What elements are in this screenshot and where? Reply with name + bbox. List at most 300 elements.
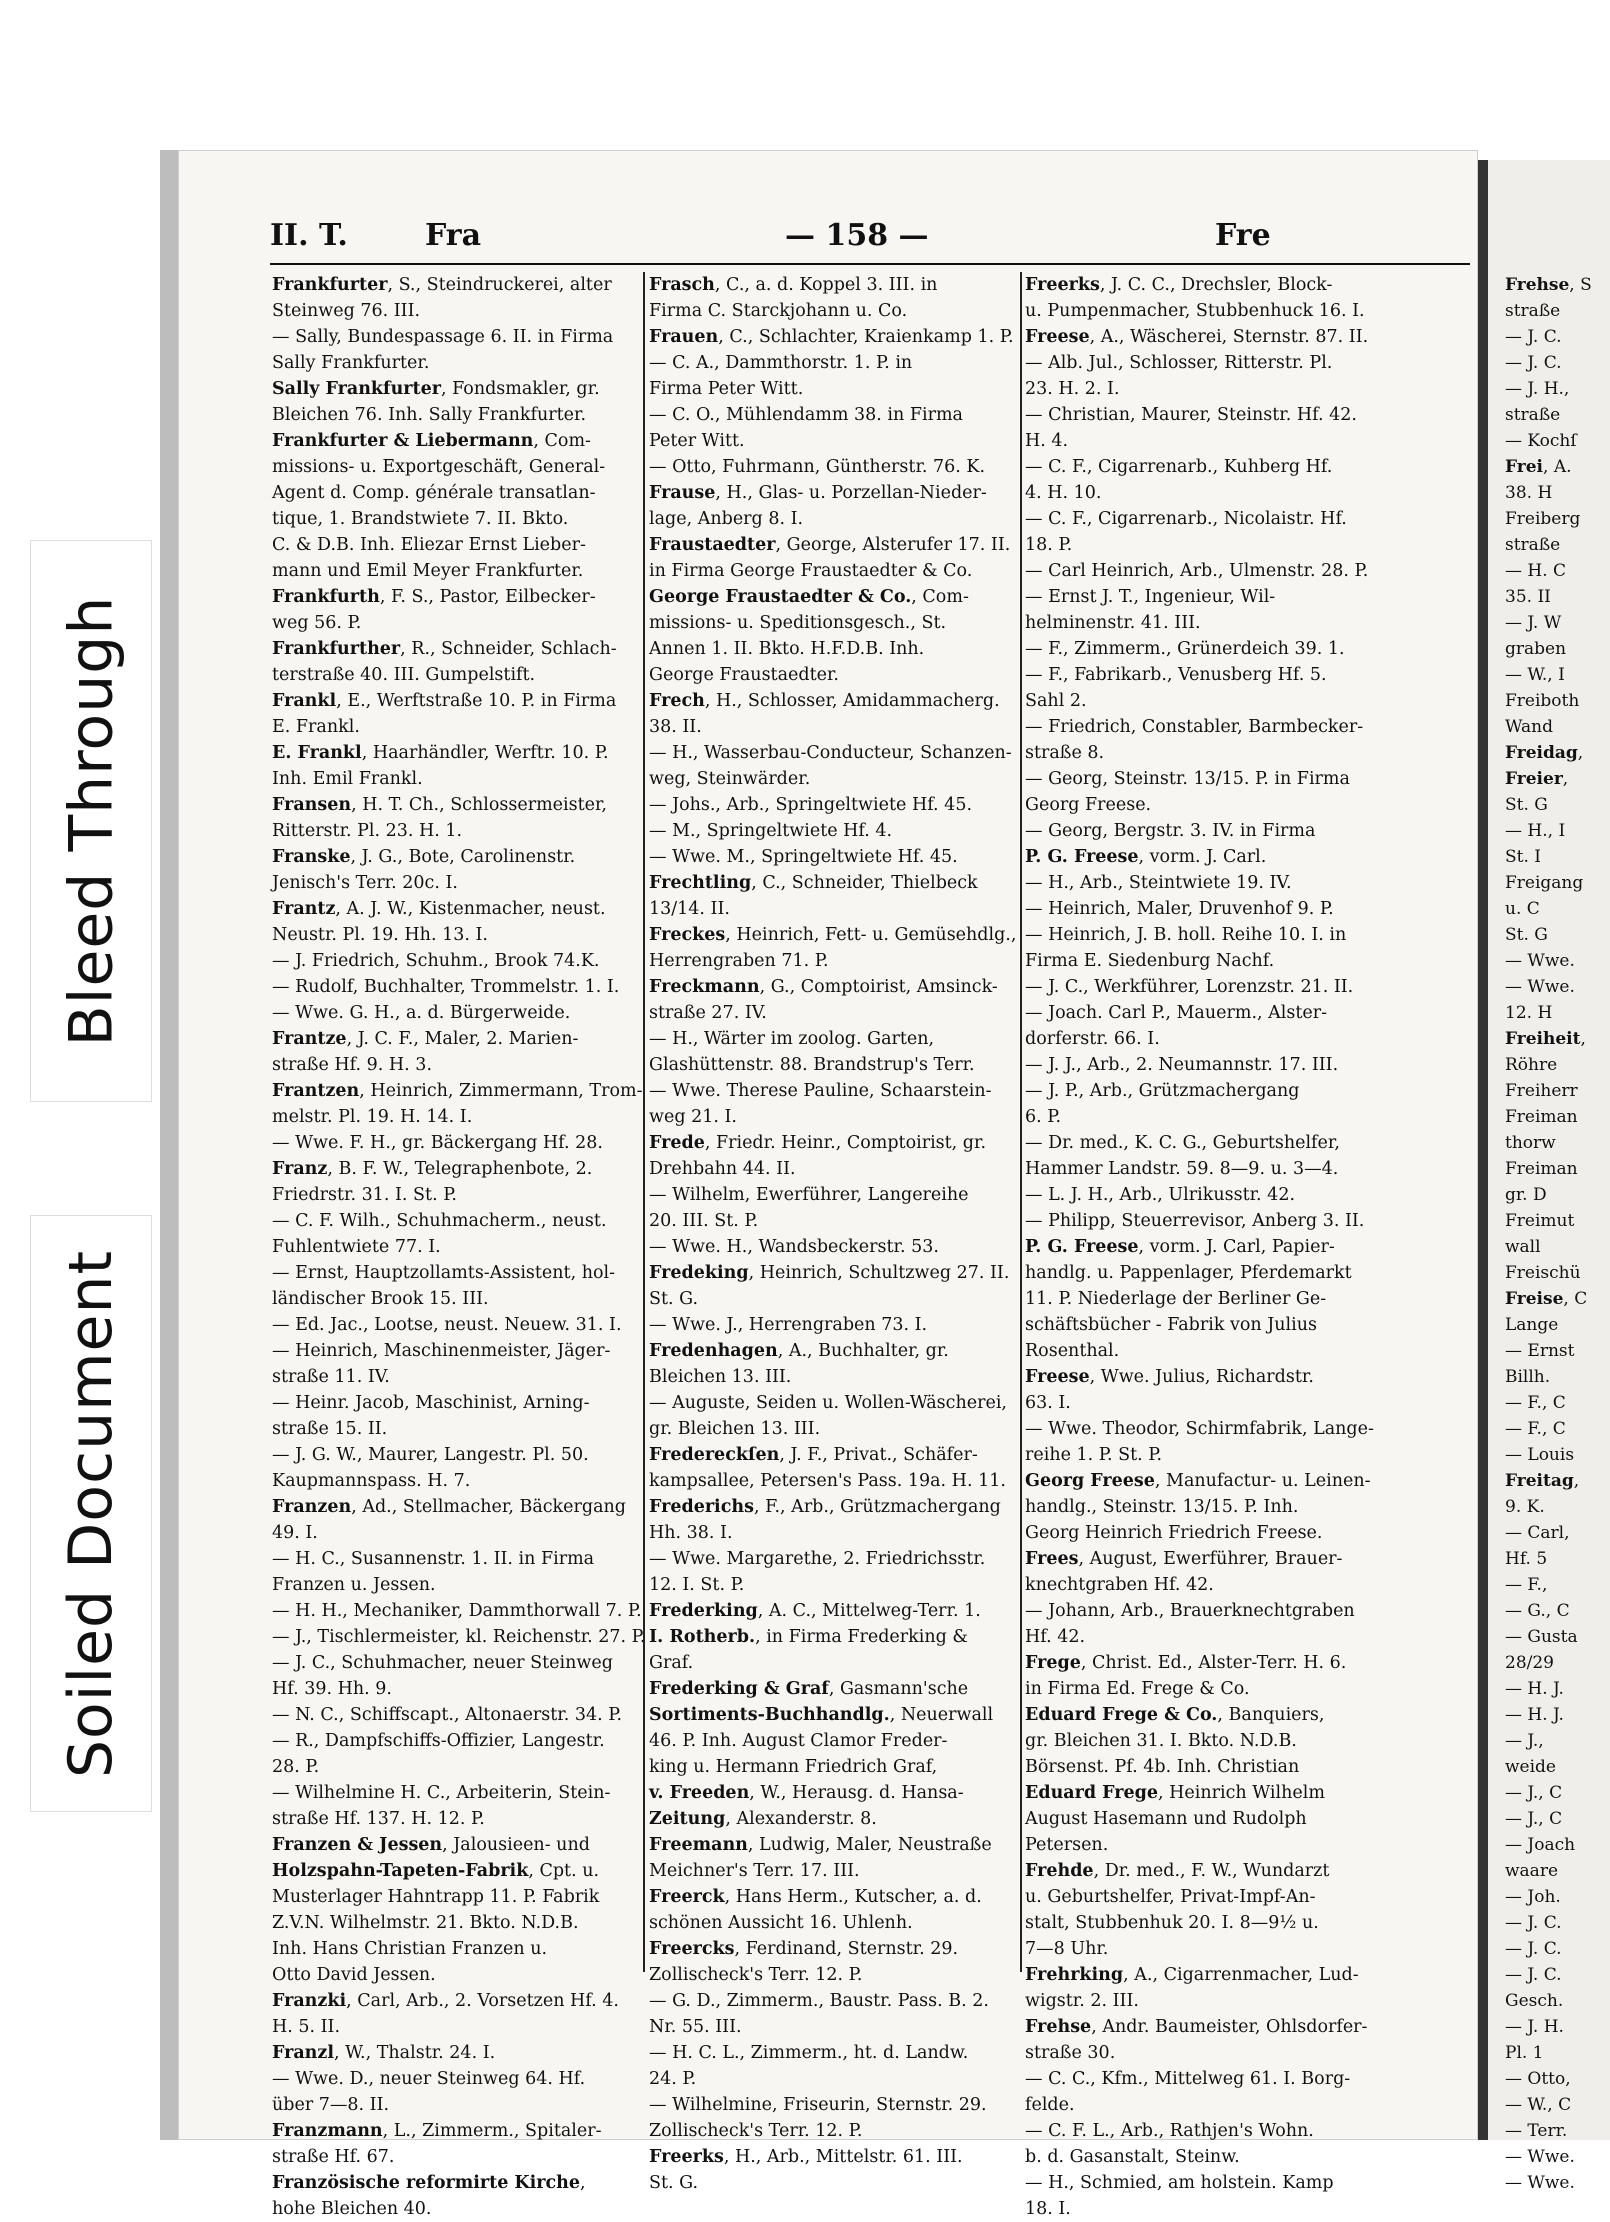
section-label: II. T. <box>270 218 348 253</box>
directory-line: — W., I <box>1505 665 1565 685</box>
page-number: — 158 — <box>785 218 929 253</box>
directory-line: E. Frankl, Haarhändler, Werftr. 10. P. <box>272 743 609 763</box>
directory-line: — Dr. med., K. C. G., Geburtshelfer, <box>1025 1133 1340 1153</box>
directory-line: in Firma Ed. Frege & Co. <box>1025 1679 1250 1699</box>
directory-line: Franzki, Carl, Arb., 2. Vorsetzen Hf. 4. <box>272 1991 619 2011</box>
directory-line: — Wwe. Theodor, Schirmfabrik, Lange- <box>1025 1419 1374 1439</box>
column-divider-2 <box>1020 272 1022 1972</box>
directory-column-2 <box>649 272 1017 2193</box>
directory-line: Freckes, Heinrich, Fett- u. Gemüsehdlg., <box>649 925 1017 945</box>
directory-line: v. Freeden, W., Herausg. d. Hansa- <box>649 1783 964 1803</box>
directory-line: — F., C <box>1505 1393 1566 1413</box>
directory-line: — H., I <box>1505 821 1566 841</box>
directory-line: Frankfurter, S., Steindruckerei, alter <box>272 275 612 295</box>
directory-line: Freischü <box>1505 1263 1581 1283</box>
directory-line: Sally Frankfurter. <box>272 353 430 373</box>
directory-line: felde. <box>1025 2095 1075 2115</box>
directory-line: — Carl, <box>1505 1523 1570 1543</box>
directory-line: Sortiments-Buchhandlg., Neuerwall <box>649 1705 994 1725</box>
directory-line: ländischer Brook 15. III. <box>272 1289 489 1309</box>
directory-line: — Johs., Arb., Springeltwiete Hf. 45. <box>649 795 973 815</box>
directory-line: Franzl, W., Thalstr. 24. I. <box>272 2043 496 2063</box>
directory-line: straße Hf. 9. H. 3. <box>272 1055 433 1075</box>
directory-line: Firma C. Starckjohann u. Co. <box>649 301 908 321</box>
directory-line: Frause, H., Glas- u. Porzellan-Nieder- <box>649 483 987 503</box>
directory-line: — F., <box>1505 1575 1548 1595</box>
directory-line: Glashüttenstr. 88. Brandstrup's Terr. <box>649 1055 975 1075</box>
directory-line: stalt, Stubbenhuk 20. I. 8—9½ u. <box>1025 1913 1319 1933</box>
directory-line: August Hasemann und Rudolph <box>1025 1809 1307 1829</box>
directory-line: — H., Arb., Steintwiete 19. IV. <box>1025 873 1292 893</box>
header-left-word: Fra <box>425 218 482 253</box>
directory-line: tique, 1. Brandstwiete 7. II. Bkto. <box>272 509 569 529</box>
directory-line: — J. C. <box>1505 353 1562 373</box>
directory-line: Frehse, Andr. Baumeister, Ohlsdorfer- <box>1025 2017 1368 2037</box>
directory-line: — Ed. Jac., Lootse, neust. Neuew. 31. I. <box>272 1315 622 1335</box>
directory-line: Georg Freese. <box>1025 795 1152 815</box>
directory-line: Frankfurth, F. S., Pastor, Eilbecker- <box>272 587 596 607</box>
directory-line: Fredeking, Heinrich, Schultzweg 27. II. <box>649 1263 1010 1283</box>
directory-line: Firma Peter Witt. <box>649 379 804 399</box>
directory-line: 4. H. 10. <box>1025 483 1102 503</box>
directory-line: Zollischeck's Terr. 12. P. <box>649 1965 863 1985</box>
column-divider-1 <box>643 272 645 1972</box>
directory-line: Kaupmannspass. H. 7. <box>272 1471 471 1491</box>
directory-line: — J. J., Arb., 2. Neumannstr. 17. III. <box>1025 1055 1339 1075</box>
directory-line: — Joh. <box>1505 1887 1561 1907</box>
directory-line: — C. F., Cigarrenarb., Nicolaistr. Hf. <box>1025 509 1347 529</box>
directory-line: Frege, Christ. Ed., Alster-Terr. H. 6. <box>1025 1653 1347 1673</box>
directory-line: — C. O., Mühlendamm 38. in Firma <box>649 405 963 425</box>
directory-line: Fraustaedter, George, Alsterufer 17. II. <box>649 535 1011 555</box>
directory-line: Zeitung, Alexanderstr. 8. <box>649 1809 877 1829</box>
directory-line: weg, Steinwärder. <box>649 769 811 789</box>
directory-line: Hf. 5 <box>1505 1549 1548 1569</box>
directory-line: straße 30. <box>1025 2043 1116 2063</box>
directory-line: Bleichen 76. Inh. Sally Frankfurter. <box>272 405 587 425</box>
directory-line: Inh. Hans Christian Franzen u. <box>272 1939 548 1959</box>
directory-line: Freise, C <box>1505 1289 1588 1309</box>
directory-line: — H., Wärter im zoolog. Garten, <box>649 1029 935 1049</box>
directory-line: St. G <box>1505 795 1548 815</box>
bleed-through-label <box>30 540 152 1102</box>
soiled-document-text: Soiled Document <box>56 1249 127 1778</box>
directory-line: schönen Aussicht 16. Uhlenh. <box>649 1913 913 1933</box>
directory-line: Z.V.N. Wilhelmstr. 21. Bkto. N.D.B. <box>272 1913 579 1933</box>
directory-line: hohe Bleichen 40. <box>272 2199 432 2219</box>
directory-line: — J. C., Werkführer, Lorenzstr. 21. II. <box>1025 977 1354 997</box>
directory-line: Frankfurther, R., Schneider, Schlach- <box>272 639 617 659</box>
directory-line: terstraße 40. III. Gumpelstift. <box>272 665 536 685</box>
directory-line: Drehbahn 44. II. <box>649 1159 796 1179</box>
directory-line: — Wwe. F. H., gr. Bäckergang Hf. 28. <box>272 1133 603 1153</box>
directory-line: George Fraustaedter. <box>649 665 839 685</box>
directory-line: Freiberg <box>1505 509 1581 529</box>
directory-line: Otto David Jessen. <box>272 1965 436 1985</box>
directory-line: — Wwe. <box>1505 951 1575 971</box>
directory-line: Musterlager Hahntrapp 11. P. Fabrik <box>272 1887 600 1907</box>
directory-line: Franzen & Jessen, Jalousieen- und <box>272 1835 590 1855</box>
directory-line: straße Hf. 67. <box>272 2147 395 2167</box>
directory-line: helminenstr. 41. III. <box>1025 613 1201 633</box>
directory-line: Franz, B. F. W., Telegraphenbote, 2. <box>272 1159 593 1179</box>
directory-line: — J. C. <box>1505 1939 1562 1959</box>
directory-line: u. Geburtshelfer, Privat-Impf-An- <box>1025 1887 1316 1907</box>
directory-line: — Wwe. M., Springeltwiete Hf. 45. <box>649 847 958 867</box>
directory-line: 63. I. <box>1025 1393 1071 1413</box>
directory-line: Pl. 1 <box>1505 2043 1544 2063</box>
directory-line: — H. C <box>1505 561 1567 581</box>
directory-line: — Wilhelmine, Friseurin, Sternstr. 29. <box>649 2095 987 2115</box>
directory-line: Freiheit, <box>1505 1029 1586 1049</box>
directory-line: Agent d. Comp. générale transatlan- <box>272 483 596 503</box>
directory-line: Hammer Landstr. 59. 8—9. u. 3—4. <box>1025 1159 1339 1179</box>
page-header <box>270 218 1470 258</box>
directory-line: — C. A., Dammthorstr. 1. P. in <box>649 353 913 373</box>
directory-line: — H. H., Mechaniker, Dammthorwall 7. P. <box>272 1601 642 1621</box>
directory-line: gr. D <box>1505 1185 1547 1205</box>
directory-line: lage, Anberg 8. I. <box>649 509 804 529</box>
directory-line: — Wilhelm, Ewerführer, Langereihe <box>649 1185 969 1205</box>
directory-line: — C. F. L., Arb., Rathjen's Wohn. <box>1025 2121 1314 2141</box>
directory-line: E. Frankl. <box>272 717 360 737</box>
directory-line: St. I <box>1505 847 1542 867</box>
directory-line: St. G <box>1505 925 1548 945</box>
directory-line: Holzspahn-Tapeten-Fabrik, Cpt. u. <box>272 1861 600 1881</box>
directory-line: Eduard Frege & Co., Banquiers, <box>1025 1705 1325 1725</box>
directory-line: — J. H. <box>1505 2017 1564 2037</box>
directory-line: u. C <box>1505 899 1540 919</box>
directory-line: — R., Dampfschiffs-Offizier, Langestr. <box>272 1731 605 1751</box>
directory-line: Freimut <box>1505 1211 1575 1231</box>
directory-line: — L. J. H., Arb., Ulrikusstr. 42. <box>1025 1185 1296 1205</box>
directory-line: Frehse, S <box>1505 275 1592 295</box>
directory-line: 6. P. <box>1025 1107 1062 1127</box>
header-rule <box>270 263 1470 265</box>
directory-line: Freiboth <box>1505 691 1580 711</box>
directory-line: C. & D.B. Inh. Eliezar Ernst Lieber- <box>272 535 586 555</box>
directory-line: Franzen u. Jessen. <box>272 1575 436 1595</box>
directory-line: — Heinrich, Maschinenmeister, Jäger- <box>272 1341 611 1361</box>
directory-line: Frederichs, F., Arb., Grützmachergang <box>649 1497 1001 1517</box>
directory-line: Graf. <box>649 1653 694 1673</box>
directory-line: Freercks, Ferdinand, Sternstr. 29. <box>649 1939 959 1959</box>
directory-line: — Wwe. Margarethe, 2. Friedrichsstr. <box>649 1549 986 1569</box>
directory-line: — Wwe. <box>1505 977 1575 997</box>
directory-line: George Fraustaedter & Co., Com- <box>649 587 969 607</box>
directory-line: Röhre <box>1505 1055 1558 1075</box>
directory-line: — Heinr. Jacob, Maschinist, Arning- <box>272 1393 590 1413</box>
directory-line: — Wwe. <box>1505 2173 1575 2193</box>
directory-column-1 <box>272 272 646 2219</box>
directory-line: mann und Emil Meyer Frankfurter. <box>272 561 584 581</box>
directory-line: Frantz, A. J. W., Kistenmacher, neust. <box>272 899 606 919</box>
directory-line: — G., C <box>1505 1601 1570 1621</box>
directory-line: melstr. Pl. 19. H. 14. I. <box>272 1107 473 1127</box>
directory-line: — Otto, <box>1505 2069 1571 2089</box>
directory-line: straße 11. IV. <box>272 1367 390 1387</box>
directory-line: — Wwe. J., Herrengraben 73. I. <box>649 1315 928 1335</box>
directory-line: Frede, Friedr. Heinr., Comptoirist, gr. <box>649 1133 987 1153</box>
directory-line: straße 8. <box>1025 743 1105 763</box>
directory-line: Ritterstr. Pl. 23. H. 1. <box>272 821 463 841</box>
directory-line: — J. C. <box>1505 1965 1562 1985</box>
directory-line: Georg Heinrich Friedrich Freese. <box>1025 1523 1323 1543</box>
directory-line: — Wwe. G. H., a. d. Bürgerweide. <box>272 1003 571 1023</box>
directory-line: — Ernst <box>1505 1341 1575 1361</box>
directory-line: P. G. Freese, vorm. J. Carl. <box>1025 847 1267 867</box>
directory-line: Freese, Wwe. Julius, Richardstr. <box>1025 1367 1314 1387</box>
directory-line: — Joach <box>1505 1835 1576 1855</box>
directory-line: 49. I. <box>272 1523 318 1543</box>
directory-line: Freitag, <box>1505 1471 1580 1491</box>
directory-line: schäftsbücher - Fabrik von Julius <box>1025 1315 1317 1335</box>
directory-line: — Louis <box>1505 1445 1575 1465</box>
directory-line: 12. H <box>1505 1003 1553 1023</box>
directory-line: straße Hf. 137. H. 12. P. <box>272 1809 485 1829</box>
directory-line: handlg., Steinstr. 13/15. P. Inh. <box>1025 1497 1299 1517</box>
directory-line: — Ernst, Hauptzollamts-Assistent, hol- <box>272 1263 616 1283</box>
directory-line: missions- u. Speditionsgesch., St. <box>649 613 947 633</box>
directory-line: — Christian, Maurer, Steinstr. Hf. 42. <box>1025 405 1357 425</box>
directory-line: Frechtling, C., Schneider, Thielbeck <box>649 873 978 893</box>
directory-line: gr. Bleichen 13. III. <box>649 1419 821 1439</box>
directory-line: 24. P. <box>649 2069 697 2089</box>
directory-line: Firma E. Siedenburg Nachf. <box>1025 951 1275 971</box>
directory-line: — Joach. Carl P., Mauerm., Alster- <box>1025 1003 1328 1023</box>
directory-line: Nr. 55. III. <box>649 2017 742 2037</box>
directory-line: Sally Frankfurter, Fondsmakler, gr. <box>272 379 600 399</box>
directory-line: Gesch. <box>1505 1991 1564 2011</box>
directory-line: missions- u. Exportgeschäft, General- <box>272 457 606 477</box>
directory-line: — J., C <box>1505 1783 1563 1803</box>
header-right-word: Fre <box>1215 218 1271 253</box>
directory-line: Frech, H., Schlosser, Amidammacherg. <box>649 691 1000 711</box>
directory-line: — Friedrich, Constabler, Barmbecker- <box>1025 717 1364 737</box>
directory-line: Friedrstr. 31. I. St. P. <box>272 1185 457 1205</box>
directory-line: Freerck, Hans Herm., Kutscher, a. d. <box>649 1887 982 1907</box>
directory-line: Frantzen, Heinrich, Zimmermann, Trom- <box>272 1081 643 1101</box>
directory-line: 23. H. 2. I. <box>1025 379 1120 399</box>
directory-line: — Wwe. <box>1505 2147 1575 2167</box>
directory-line: Frehrking, A., Cigarrenmacher, Lud- <box>1025 1965 1359 1985</box>
directory-line: 13/14. II. <box>649 899 730 919</box>
directory-line: — J. G. W., Maurer, Langestr. Pl. 50. <box>272 1445 589 1465</box>
directory-line: — Georg, Steinstr. 13/15. P. in Firma <box>1025 769 1350 789</box>
directory-line: 12. I. St. P. <box>649 1575 745 1595</box>
directory-line: 46. P. Inh. August Clamor Freder- <box>649 1731 948 1751</box>
directory-line: 20. III. St. P. <box>649 1211 759 1231</box>
directory-line: — J., <box>1505 1731 1544 1751</box>
directory-line: H. 5. II. <box>272 2017 341 2037</box>
directory-line: — Georg, Bergstr. 3. IV. in Firma <box>1025 821 1316 841</box>
directory-line: — Heinrich, J. B. holl. Reihe 10. I. in <box>1025 925 1347 945</box>
directory-line: — Auguste, Seiden u. Wollen-Wäscherei, <box>649 1393 1007 1413</box>
directory-line: waare <box>1505 1861 1559 1881</box>
directory-line: — J. C. <box>1505 327 1562 347</box>
directory-line: Franzen, Ad., Stellmacher, Bäckergang <box>272 1497 626 1517</box>
directory-line: Annen 1. II. Bkto. H.F.D.B. Inh. <box>649 639 925 659</box>
directory-line: Hf. 42. <box>1025 1627 1086 1647</box>
directory-line: Wand <box>1505 717 1553 737</box>
directory-line: weg 56. P. <box>272 613 362 633</box>
directory-line: Frantze, J. C. F., Maler, 2. Marien- <box>272 1029 579 1049</box>
soiled-document-label <box>30 1215 152 1812</box>
directory-line: Börsenst. Pf. 4b. Inh. Christian <box>1025 1757 1300 1777</box>
directory-line: — Alb. Jul., Schlosser, Ritterstr. Pl. <box>1025 353 1333 373</box>
directory-line: u. Pumpenmacher, Stubbenhuck 16. I. <box>1025 301 1365 321</box>
directory-line: — H. C., Susannenstr. 1. II. in Firma <box>272 1549 595 1569</box>
directory-line: — Philipp, Steuerrevisor, Anberg 3. II. <box>1025 1211 1365 1231</box>
directory-line: gr. Bleichen 31. I. Bkto. N.D.B. <box>1025 1731 1297 1751</box>
directory-line: Französische reformirte Kirche, <box>272 2173 586 2193</box>
directory-column-4-partial <box>1505 272 1600 2193</box>
directory-line: — J., C <box>1505 1809 1563 1829</box>
directory-column-3 <box>1025 272 1393 2219</box>
directory-line: Jenisch's Terr. 20c. I. <box>272 873 458 893</box>
directory-line: weide <box>1505 1757 1556 1777</box>
directory-line: kampsallee, Petersen's Pass. 19a. H. 11. <box>649 1471 1006 1491</box>
directory-line: Eduard Frege, Heinrich Wilhelm <box>1025 1783 1325 1803</box>
directory-line: — J. C., Schuhmacher, neuer Steinweg <box>272 1653 613 1673</box>
directory-line: Frei, A. <box>1505 457 1572 477</box>
directory-line: Steinweg 76. III. <box>272 301 421 321</box>
directory-line: — C. F., Cigarrenarb., Kuhberg Hf. <box>1025 457 1333 477</box>
directory-line: Lange <box>1505 1315 1559 1335</box>
directory-line: in Firma George Fraustaedter & Co. <box>649 561 973 581</box>
directory-line: St. G. <box>649 2173 699 2193</box>
directory-line: — C. F. Wilh., Schuhmacherm., neust. <box>272 1211 607 1231</box>
directory-line: Petersen. <box>1025 1835 1109 1855</box>
directory-line: — Ernst J. T., Ingenieur, Wil- <box>1025 587 1276 607</box>
directory-line: — Sally, Bundespassage 6. II. in Firma <box>272 327 614 347</box>
directory-line: 28. P. <box>272 1757 320 1777</box>
directory-line: — J. Friedrich, Schuhm., Brook 74.K. <box>272 951 600 971</box>
directory-line: über 7—8. II. <box>272 2095 390 2115</box>
directory-line: Franzmann, L., Zimmerm., Spitaler- <box>272 2121 602 2141</box>
directory-line: — Wwe. D., neuer Steinweg 64. Hf. <box>272 2069 586 2089</box>
directory-line: Freiman <box>1505 1159 1578 1179</box>
directory-line: H. 4. <box>1025 431 1069 451</box>
directory-line: Inh. Emil Frankl. <box>272 769 423 789</box>
directory-line: b. d. Gasanstalt, Steinw. <box>1025 2147 1240 2167</box>
directory-line: reihe 1. P. St. P. <box>1025 1445 1163 1465</box>
directory-line: Fransen, H. T. Ch., Schlossermeister, <box>272 795 607 815</box>
directory-line: — H. C. L., Zimmerm., ht. d. Landw. <box>649 2043 969 2063</box>
directory-line: Freckmann, G., Comptoirist, Amsinck- <box>649 977 998 997</box>
directory-line: — G. D., Zimmerm., Baustr. Pass. B. 2. <box>649 1991 989 2011</box>
directory-line: Peter Witt. <box>649 431 745 451</box>
directory-line: — J., Tischlermeister, kl. Reichenstr. 27. P. <box>272 1627 646 1647</box>
directory-line: wigstr. 2. III. <box>1025 1991 1139 2011</box>
directory-line: Hf. 39. Hh. 9. <box>272 1679 392 1699</box>
directory-line: — Heinrich, Maler, Druvenhof 9. P. <box>1025 899 1334 919</box>
directory-line: Fredereckſen, J. F., Privat., Schäfer- <box>649 1445 978 1465</box>
directory-line: — N. C., Schiffscapt., Altonaerstr. 34. P. <box>272 1705 623 1725</box>
directory-line: — J. H., <box>1505 379 1570 399</box>
directory-line: I. Rotherb., in Firma Frederking & <box>649 1627 968 1647</box>
directory-line: Hh. 38. I. <box>649 1523 733 1543</box>
directory-line: — M., Springeltwiete Hf. 4. <box>649 821 893 841</box>
directory-line: 38. II. <box>649 717 702 737</box>
directory-line: — Gusta <box>1505 1627 1578 1647</box>
directory-line: Fuhlentwiete 77. I. <box>272 1237 441 1257</box>
directory-line: 9. K. <box>1505 1497 1545 1517</box>
directory-line: — Rudolf, Buchhalter, Trommelstr. 1. I. <box>272 977 620 997</box>
directory-line: 38. H <box>1505 483 1553 503</box>
directory-line: Freese, A., Wäscherei, Sternstr. 87. II. <box>1025 327 1369 347</box>
directory-line: Meichner's Terr. 17. III. <box>649 1861 860 1881</box>
directory-line: dorferstr. 66. I. <box>1025 1029 1160 1049</box>
directory-line: — J. W <box>1505 613 1562 633</box>
directory-line: Frankfurter & Liebermann, Com- <box>272 431 591 451</box>
directory-line: Sahl 2. <box>1025 691 1087 711</box>
directory-line: Fredenhagen, A., Buchhalter, gr. <box>649 1341 949 1361</box>
directory-line: — Otto, Fuhrmann, Güntherstr. 76. K. <box>649 457 986 477</box>
directory-line: Frehde, Dr. med., F. W., Wundarzt <box>1025 1861 1330 1881</box>
directory-line: Frasch, C., a. d. Koppel 3. III. in <box>649 275 938 295</box>
directory-line: 35. II <box>1505 587 1551 607</box>
directory-line: — H., Schmied, am holstein. Kamp <box>1025 2173 1334 2193</box>
directory-line: — C. C., Kfm., Mittelweg 61. I. Borg- <box>1025 2069 1351 2089</box>
directory-line: 18. I. <box>1025 2199 1071 2219</box>
directory-line: P. G. Freese, vorm. J. Carl, Papier- <box>1025 1237 1335 1257</box>
directory-line: — H. J. <box>1505 1705 1564 1725</box>
directory-line: Freerks, H., Arb., Mittelstr. 61. III. <box>649 2147 963 2167</box>
directory-line: — F., C <box>1505 1419 1566 1439</box>
directory-line: king u. Hermann Friedrich Graf, <box>649 1757 938 1777</box>
directory-line: — Johann, Arb., Brauerknechtgraben <box>1025 1601 1355 1621</box>
directory-line: Frederking & Graf, Gasmann'sche <box>649 1679 969 1699</box>
directory-line: straße <box>1505 405 1561 425</box>
directory-line: Neustr. Pl. 19. Hh. 13. I. <box>272 925 488 945</box>
directory-line: straße 15. II. <box>272 1419 388 1439</box>
directory-line: — Kochſ <box>1505 431 1577 451</box>
directory-line: Frederking, A. C., Mittelweg-Terr. 1. <box>649 1601 981 1621</box>
directory-line: 7—8 Uhr. <box>1025 1939 1109 1959</box>
directory-line: — H., Wasserbau-Conducteur, Schanzen- <box>649 743 1012 763</box>
directory-line: handlg. u. Pappenlager, Pferdemarkt <box>1025 1263 1352 1283</box>
directory-line: Zollischeck's Terr. 12. P. <box>649 2121 863 2141</box>
directory-line: — J. P., Arb., Grützmachergang <box>1025 1081 1300 1101</box>
directory-line: Georg Freese, Manufactur- u. Leinen- <box>1025 1471 1371 1491</box>
directory-line: Freiman <box>1505 1107 1578 1127</box>
directory-line: straße <box>1505 535 1561 555</box>
directory-line: — W., C <box>1505 2095 1572 2115</box>
directory-line: Freier, <box>1505 769 1569 789</box>
directory-line: graben <box>1505 639 1567 659</box>
directory-line: 28/29 <box>1505 1653 1554 1673</box>
directory-line: 18. P. <box>1025 535 1073 555</box>
bleed-through-text: Bleed Through <box>56 595 127 1047</box>
directory-line: Herrengraben 71. P. <box>649 951 829 971</box>
directory-line: Frees, August, Ewerführer, Brauer- <box>1025 1549 1343 1569</box>
directory-line: — F., Zimmerm., Grünerdeich 39. 1. <box>1025 639 1345 659</box>
directory-line: — Carl Heinrich, Arb., Ulmenstr. 28. P. <box>1025 561 1369 581</box>
directory-line: — H. J. <box>1505 1679 1564 1699</box>
directory-line: Billh. <box>1505 1367 1551 1387</box>
directory-line: — Terr. <box>1505 2121 1568 2141</box>
directory-line: weg 21. I. <box>649 1107 737 1127</box>
directory-line: — F., Fabrikarb., Venusberg Hf. 5. <box>1025 665 1327 685</box>
directory-line: straße 27. IV. <box>649 1003 767 1023</box>
directory-line: — Wilhelmine H. C., Arbeiterin, Stein- <box>272 1783 611 1803</box>
directory-line: thorw <box>1505 1133 1556 1153</box>
directory-line: — Wwe. H., Wandsbeckerstr. 53. <box>649 1237 939 1257</box>
directory-line: Frauen, C., Schlachter, Kraienkamp 1. P. <box>649 327 1014 347</box>
directory-line: straße <box>1505 301 1561 321</box>
directory-line: Freigang <box>1505 873 1584 893</box>
